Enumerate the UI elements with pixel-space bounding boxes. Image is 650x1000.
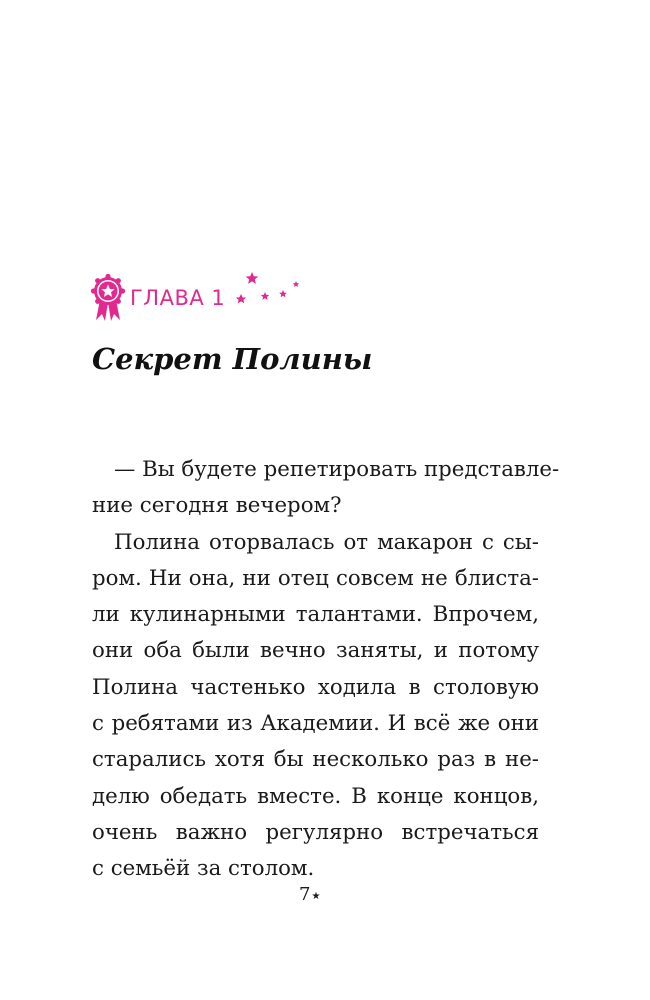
text-line: ли кулинарными талантами. Впрочем, — [92, 602, 539, 628]
text-line: они оба были вечно заняты, и потому — [92, 638, 539, 664]
text-line: с семьёй за столом. — [92, 856, 315, 882]
text-line: Полина частенько ходила в столовую — [92, 674, 539, 700]
text-line: ром. Ни она, ни отец совсем не блиста- — [92, 565, 539, 591]
body-text — [92, 452, 560, 888]
chapter-label: ГЛАВА 1 — [130, 286, 226, 310]
star-icon: ★ — [311, 891, 321, 902]
text-line: с ребятами из Академии. И всё же они — [92, 711, 539, 737]
sparkle-stars-icon — [232, 268, 312, 308]
chapter-header — [90, 268, 330, 324]
text-line: старались хотя бы несколько раз в не- — [92, 747, 539, 773]
chapter-title: Секрет Полины — [92, 342, 373, 376]
text-line: очень важно регулярно встречаться — [92, 819, 539, 845]
text-line: — Вы будете репетировать представле- — [114, 457, 560, 482]
rosette-ribbon-icon — [90, 274, 126, 322]
page-number-value: 7 — [299, 884, 311, 905]
text-line: Полина оторвалась от макарон с сы- — [114, 529, 539, 555]
page-number — [299, 884, 320, 905]
text-line: делю обедать вместе. В конце концов, — [92, 783, 539, 809]
text-line: ние сегодня вечером? — [92, 493, 342, 519]
